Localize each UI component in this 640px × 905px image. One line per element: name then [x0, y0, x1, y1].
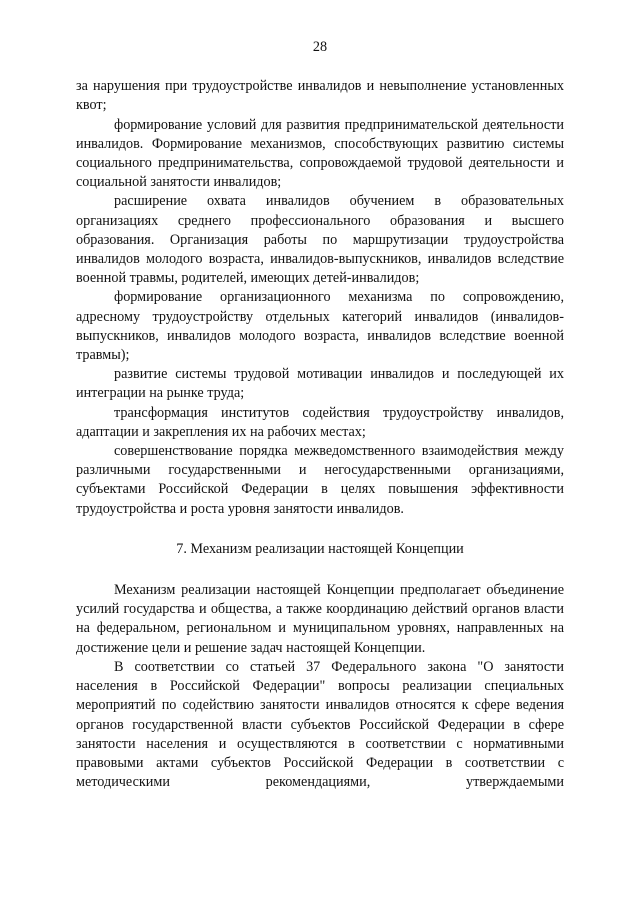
paragraph-1: за нарушения при трудоустройстве инвалидов и невыполнение установленных квот;	[76, 78, 564, 114]
paragraph-2: формирование условий для развития предпринимательской деятельности инвалидов. Формирование механизмов, способствующих развитию системы социального предпринимательства, сопровождаемой трудовой деятельности и социальной занятости инвалидов;	[76, 116, 564, 191]
paragraph-7: совершенствование порядка межведомственного взаимодействия между различными государственными и негосударственными организациями, субъектами Российской Федерации в целях повышения эффективности трудоустройства и роста уровня занятости инвалидов.	[76, 443, 564, 517]
paragraph-6: трансформация институтов содействия трудоустройству инвалидов, адаптации и закрепления их на рабочих местах;	[76, 404, 564, 440]
section-body	[76, 581, 564, 792]
paragraph-8: Механизм реализации настоящей Концепции предполагает объединение усилий государства и общества, а также координацию действий органов власти на федеральном, региональном и муниципальном уровнях, направленных на достижение цели и решение задач настоящей Концепции.	[76, 582, 564, 656]
paragraph-3: расширение охвата инвалидов обучением в образовательных организациях среднего профессионального образования и высшего образования. Организация работы по маршрутизации трудоустройства инвалидов молодого возраста, инвалидов-выпускников, инвалидов вследствие военной травмы, родителей, имеющих детей-инвалидов;	[76, 193, 564, 287]
paragraph-9: В соответствии со статьей 37 Федерального закона "О занятости населения в Российской Федерации" вопросы реализации специальных мероприятий по содействию занятости инвалидов относятся к сфере ведения органов государственной власти субъектов Российской Федерации в сфере занятости населения и осуществляются в соответствии с нормативными правовыми актами субъектов Российской Федерации в соответствии с методическими рекомендациями, утверждаемыми	[76, 658, 564, 791]
list-section	[76, 77, 564, 519]
paragraph-5: развитие системы трудовой мотивации инвалидов и последующей их интеграции на рынке труда;	[76, 366, 564, 402]
page-number: 28	[312, 39, 328, 55]
paragraph-4: формирование организационного механизма по сопровождению, адресному трудоустройству отдельных категорий инвалидов (инвалидов-выпускников, инвалидов молодого возраста, инвалидов вследствие военной травмы);	[76, 289, 564, 364]
section-heading: 7. Механизм реализации настоящей Концепции	[176, 540, 464, 557]
